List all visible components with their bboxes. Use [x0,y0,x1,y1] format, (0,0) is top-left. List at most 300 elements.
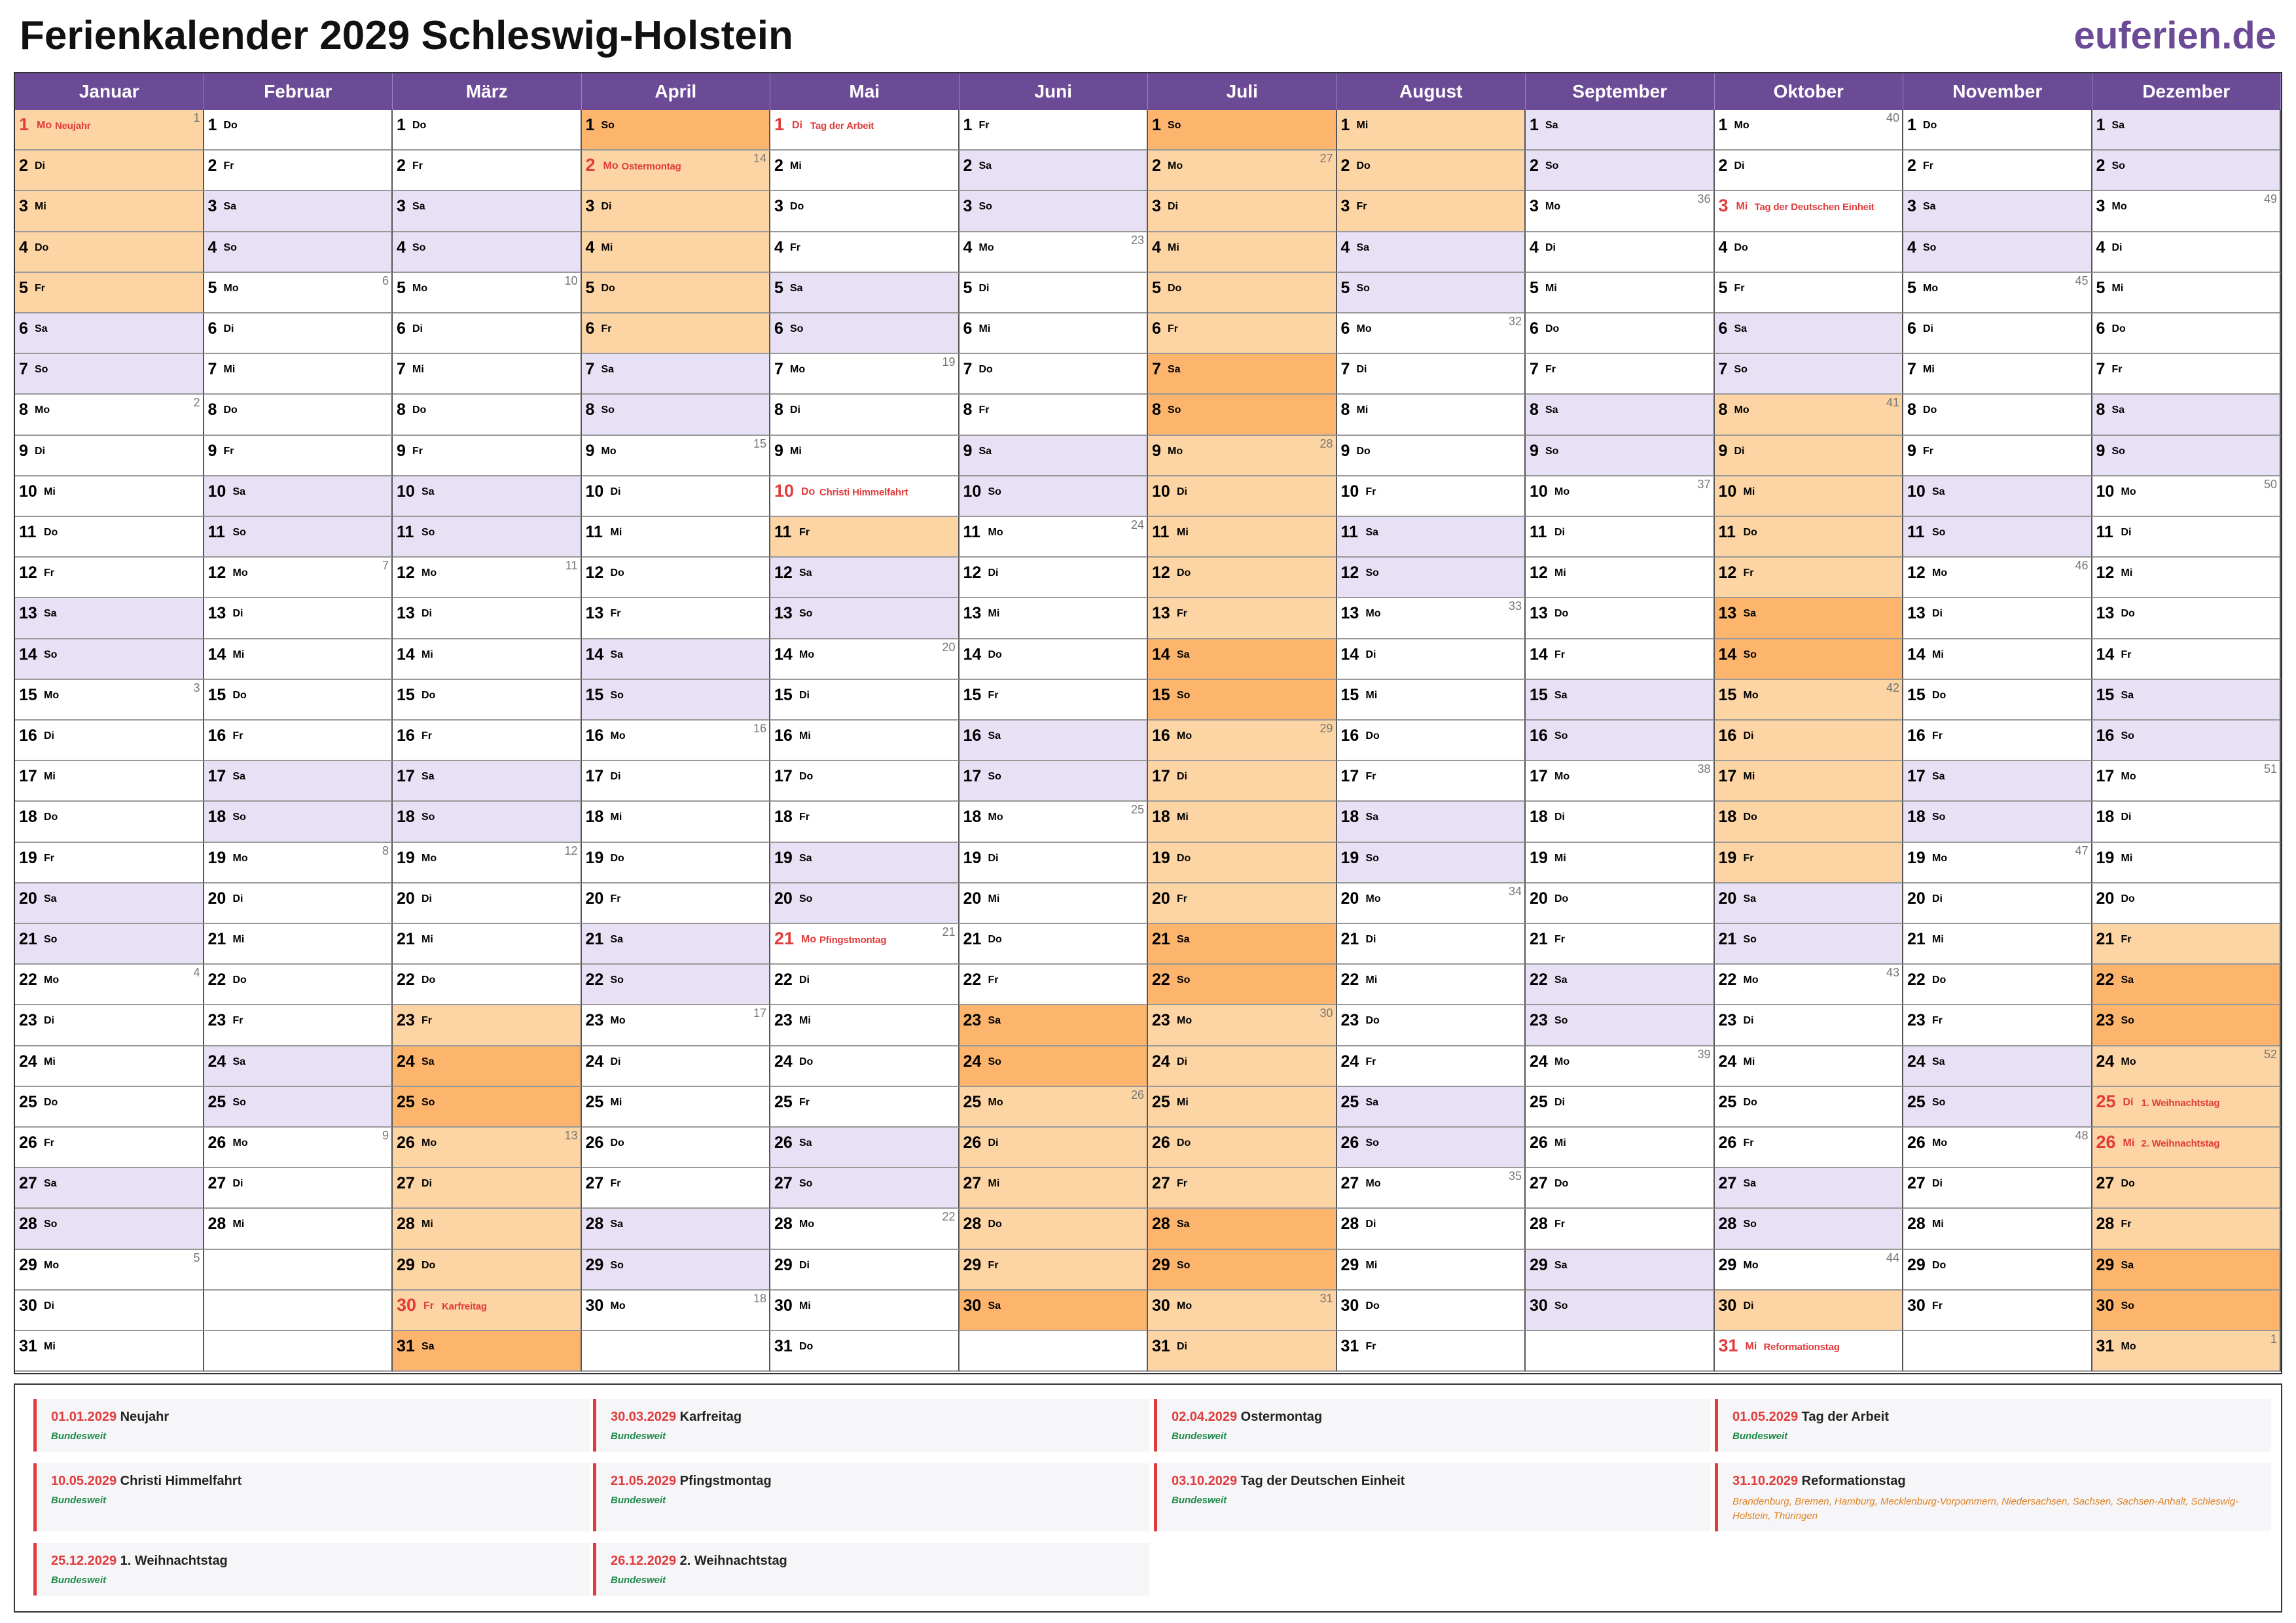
day-cell [1148,639,1337,680]
legend-region: Bundesweit [51,1431,107,1442]
weekday-label: Do [412,404,427,416]
weekday-label: So [2121,1300,2134,1311]
day-cell [1903,313,2092,354]
day-number: 31 [2096,1337,2115,1355]
weekday-label: Fr [223,445,234,457]
day-number: 23 [1907,1011,1926,1030]
day-cell [2092,721,2282,761]
day-cell [1148,843,1337,883]
weekday-label: Do [1168,282,1182,294]
weekday-label: Fr [412,445,423,457]
day-number: 3 [774,197,783,216]
day-number: 15 [1530,685,1548,704]
day-number: 5 [1152,278,1161,297]
weekday-label: Mi [1743,771,1755,783]
day-number: 19 [19,848,37,867]
day-cell [1337,924,1526,965]
day-cell [1715,639,1904,680]
weekday-label: Mi [2111,282,2124,294]
day-cell [1148,924,1337,965]
weekday-label: Sa [1734,323,1748,334]
day-number: 26 [1530,1133,1548,1152]
day-cell [582,721,771,761]
day-number: 16 [207,726,226,745]
day-number: 7 [585,360,595,379]
day-number: 13 [1718,604,1737,623]
day-number: 20 [1530,889,1548,908]
day-cell [960,151,1149,191]
day-number: 18 [1530,808,1548,827]
weekday-label: Sa [1356,241,1370,253]
day-number: 26 [19,1133,37,1152]
day-number: 16 [1530,726,1548,745]
day-cell [393,965,582,1005]
day-cell [1526,110,1715,151]
weekday-label: So [610,689,624,701]
weekday-label: Fr [35,282,45,294]
weekday-label: Mo [412,282,428,294]
calendar-week-number: 25 [1130,803,1144,817]
day-cell [15,598,204,639]
legend-holiday-name: Karfreitag [676,1410,742,1424]
weekday-label: Sa [2121,689,2134,701]
calendar-week-number: 41 [1886,396,1899,410]
weekday-label: Mo [44,689,60,701]
weekday-label: Mi [44,771,56,783]
weekday-label: Do [1554,893,1569,904]
day-cell [770,965,960,1005]
day-cell [393,273,582,313]
weekday-label: Di [799,974,810,986]
weekday-label: Di [978,282,990,294]
day-cell [1903,273,2092,313]
day-cell [1526,476,1715,517]
day-cell [1903,1087,2092,1128]
day-number: 28 [963,1215,982,1234]
day-cell [1148,721,1337,761]
day-number: 14 [2096,645,2115,664]
weekday-label: Fr [799,527,810,538]
day-number: 17 [585,767,604,786]
day-cell [15,721,204,761]
day-cell [582,1209,771,1249]
weekday-label: Sa [1932,1056,1945,1067]
month-header-9: September [1526,73,1715,110]
day-cell [582,151,771,191]
day-cell [1526,1046,1715,1087]
holiday-name: 2. Weihnachtstag [2141,1138,2220,1149]
day-number: 12 [963,563,982,582]
day-cell [960,395,1149,435]
day-cell [15,1168,204,1209]
day-number: 4 [1718,238,1728,257]
legend-date-value: 01.01.2029 [51,1410,117,1424]
day-number: 2 [585,155,596,175]
weekday-label: Mi [799,730,811,741]
day-number: 18 [1152,808,1170,827]
weekday-label: Di [1932,608,1943,620]
day-number: 8 [585,401,595,419]
day-cell [15,476,204,517]
weekday-label: Mo [799,649,815,660]
day-number: 25 [585,1092,604,1111]
legend-date-value: 10.05.2029 [51,1474,117,1488]
weekday-label: So [1743,934,1757,945]
day-cell [1526,1250,1715,1291]
weekday-label: Di [1923,323,1933,334]
weekday-label: Mi [1932,934,1944,945]
weekday-label: Di [422,608,432,620]
day-cell [393,1046,582,1087]
day-cell [1337,1250,1526,1291]
weekday-label: Mi [1554,852,1566,864]
day-cell [1337,395,1526,435]
day-cell [1148,354,1337,395]
day-cell [1715,1005,1904,1046]
weekday-label: Sa [1365,1096,1379,1108]
day-cell [1337,1128,1526,1168]
day-number: 9 [397,441,406,460]
day-number: 14 [1530,645,1548,664]
day-cell [770,354,960,395]
day-cell [1526,598,1715,639]
day-cell [960,721,1149,761]
day-cell [1903,232,2092,273]
day-cell [204,517,393,558]
weekday-label: Do [232,689,247,701]
day-number: 29 [1152,1255,1170,1274]
day-cell [1526,721,1715,761]
day-cell [770,1250,960,1291]
day-number: 9 [1340,441,1350,460]
weekday-label: Do [1554,1178,1569,1190]
weekday-label: Mi [1932,649,1944,660]
day-cell [204,680,393,721]
day-cell [393,1005,582,1046]
day-number: 20 [397,889,415,908]
day-number: 5 [1718,278,1728,297]
day-number: 18 [2096,808,2115,827]
day-number: 15 [1718,685,1737,704]
day-cell [1148,965,1337,1005]
legend-holiday-name: Christi Himmelfahrt [117,1474,242,1488]
holiday-legend [14,1383,2282,1613]
day-number: 20 [774,889,793,908]
day-cell [1903,1128,2092,1168]
day-cell [1715,802,1904,842]
day-cell [960,1005,1149,1046]
day-number: 21 [585,930,604,948]
weekday-label: Di [1356,364,1367,376]
day-cell [393,191,582,232]
weekday-label: Mo [1168,445,1183,457]
weekday-label: Sa [1743,608,1757,620]
legend-item [593,1463,1149,1531]
day-number: 19 [1340,848,1359,867]
day-cell [1526,558,1715,598]
day-cell [1526,843,1715,883]
holiday-name: Karfreitag [442,1300,487,1312]
day-cell [15,965,204,1005]
weekday-label: Sa [1177,1219,1190,1230]
day-cell [770,1291,960,1331]
weekday-label: Mi [223,364,236,376]
weekday-label: Do [610,1137,624,1149]
day-cell [1903,1250,2092,1291]
weekday-label: Mi [1356,120,1369,131]
day-number: 14 [397,645,415,664]
weekday-label: Di [799,1259,810,1271]
day-cell [1526,802,1715,842]
weekday-label: So [2121,1015,2134,1027]
weekday-label: Sa [44,1178,57,1190]
weekday-label: Sa [790,282,803,294]
day-number: 30 [1340,1296,1359,1315]
day-number: 24 [1340,1052,1359,1071]
day-cell [1337,110,1526,151]
weekday-label: Mo [2121,771,2136,783]
day-number: 14 [1340,645,1359,664]
day-cell [1148,598,1337,639]
day-number: 5 [2096,278,2106,297]
day-cell [960,191,1149,232]
day-number: 12 [1530,563,1548,582]
weekday-label: Fr [1932,1300,1943,1311]
day-cell [393,232,582,273]
day-number: 19 [1152,848,1170,867]
day-cell [15,1291,204,1331]
day-number: 28 [397,1215,415,1234]
day-number: 19 [397,848,415,867]
empty-cell [204,1331,393,1372]
day-number: 12 [207,563,226,582]
day-cell [2092,883,2282,924]
weekday-label: Fr [1923,160,1933,172]
weekday-label: Mo [2121,1341,2136,1352]
weekday-label: Fr [978,404,990,416]
day-number: 6 [963,319,973,338]
weekday-label: Di [44,1015,54,1027]
day-number: 22 [1152,971,1170,990]
day-number: 1 [1907,116,1916,134]
weekday-label: Di [1177,1341,1187,1352]
day-number: 26 [1340,1133,1359,1152]
day-number: 7 [1340,360,1350,379]
weekday-label: Mo [44,1259,60,1271]
day-cell [15,191,204,232]
day-cell [1715,517,1904,558]
weekday-label: Di [1177,1056,1187,1067]
day-number: 24 [774,1052,793,1071]
weekday-label: Di [2123,1096,2134,1108]
weekday-label: So [2111,160,2125,172]
day-number: 9 [1152,441,1161,460]
day-number: 26 [2096,1132,2116,1152]
day-number: 3 [585,197,595,216]
day-cell [393,313,582,354]
day-number: 5 [1530,278,1539,297]
day-number: 28 [19,1215,37,1234]
weekday-label: Fr [1365,771,1376,783]
weekday-label: Di [1365,649,1376,660]
day-number: 25 [1530,1092,1548,1111]
weekday-label: Do [790,201,804,213]
day-number: 8 [774,401,783,419]
empty-cell [204,1250,393,1291]
day-number: 26 [585,1133,604,1152]
legend-date [1732,1410,1889,1425]
day-cell [1526,395,1715,435]
day-number: 21 [1152,930,1170,948]
day-number: 6 [397,319,406,338]
legend-date [51,1554,228,1569]
day-number: 3 [963,197,973,216]
day-number: 3 [1340,197,1350,216]
day-number: 7 [1530,360,1539,379]
weekday-label: Mo [603,160,619,172]
day-cell [15,517,204,558]
site-logo[interactable]: euferien.de [2073,14,2276,57]
day-number: 3 [19,197,28,216]
weekday-label: Mi [988,1178,1000,1190]
weekday-label: Sa [2111,120,2125,131]
day-cell [1148,151,1337,191]
day-cell [15,761,204,802]
holiday-name: Neujahr [55,120,91,132]
day-cell [15,1250,204,1291]
day-number: 21 [1530,930,1548,948]
calendar-week-number: 9 [382,1129,389,1142]
weekday-label: Fr [1365,486,1376,497]
day-cell [2092,354,2282,395]
calendar-week-number: 1 [2270,1332,2277,1346]
day-cell [1337,1087,1526,1128]
day-number: 29 [19,1255,37,1274]
day-number: 19 [1530,848,1548,867]
day-cell [960,598,1149,639]
weekday-label: Mi [988,893,1000,904]
calendar-week-number: 52 [2263,1047,2277,1061]
day-cell [770,436,960,476]
weekday-label: Sa [1177,649,1190,660]
day-number: 11 [1907,523,1925,541]
day-number: 7 [397,360,406,379]
day-cell [1715,1250,1904,1291]
day-cell [770,1209,960,1249]
day-number: 26 [1907,1133,1926,1152]
day-number: 27 [774,1174,793,1193]
day-cell [1715,680,1904,721]
day-number: 2 [1340,156,1350,175]
day-number: 25 [397,1092,415,1111]
day-cell [1337,232,1526,273]
weekday-label: Do [601,282,615,294]
day-number: 13 [1907,604,1926,623]
weekday-label: Fr [1932,1015,1943,1027]
day-cell [204,1005,393,1046]
day-number: 21 [397,930,415,948]
day-cell [204,273,393,313]
month-header-6: Juni [960,73,1149,110]
day-cell [204,1128,393,1168]
calendar-week-number: 28 [1319,437,1333,450]
day-cell [2092,1331,2282,1372]
day-number: 27 [585,1174,604,1193]
day-cell [582,110,771,151]
day-number: 17 [1152,767,1170,786]
day-number: 22 [2096,971,2115,990]
day-number: 16 [1718,726,1737,745]
day-cell [1903,721,2092,761]
day-number: 10 [1530,482,1548,501]
day-number: 24 [397,1052,415,1071]
day-number: 5 [1340,278,1350,297]
day-number: 15 [19,685,37,704]
weekday-label: Do [44,1096,58,1108]
day-number: 19 [1907,848,1926,867]
calendar-week-number: 31 [1319,1291,1333,1305]
day-number: 6 [207,319,217,338]
day-cell [960,436,1149,476]
day-cell [2092,639,2282,680]
weekday-label: Fr [1177,893,1187,904]
day-cell [960,110,1149,151]
day-number: 26 [1718,1133,1737,1152]
weekday-label: Mo [1554,771,1570,783]
day-cell [1715,436,1904,476]
weekday-label: Di [988,1137,999,1149]
weekday-label: So [1554,1300,1568,1311]
weekday-label: Fr [1554,934,1565,945]
weekday-label: So [1365,567,1379,579]
day-number: 4 [1907,238,1916,257]
day-number: 25 [1718,1092,1737,1111]
legend-holiday-name: Pfingstmontag [676,1474,772,1488]
weekday-label: Fr [44,1137,54,1149]
day-cell [582,1291,771,1331]
weekday-label: Mi [988,608,1000,620]
day-cell [1715,558,1904,598]
weekday-label: Fr [1932,730,1943,741]
weekday-label: So [1168,120,1181,131]
day-number: 27 [1907,1174,1926,1193]
day-cell [15,110,204,151]
weekday-label: Fr [422,1015,432,1027]
weekday-label: Do [1743,527,1757,538]
weekday-label: Do [232,974,247,986]
day-cell [1903,558,2092,598]
day-cell [1337,1291,1526,1331]
day-number: 6 [1340,319,1350,338]
weekday-label: Mi [422,1219,433,1230]
day-cell [1148,1005,1337,1046]
day-number: 1 [774,115,785,134]
day-cell [1903,843,2092,883]
weekday-label: Mo [2111,201,2127,213]
day-cell [204,924,393,965]
legend-region: Bundesweit [611,1431,666,1442]
day-number: 27 [1152,1174,1170,1193]
weekday-label: Mo [1554,486,1570,497]
weekday-label: So [232,527,246,538]
weekday-label: Fr [1365,1056,1376,1067]
day-number: 18 [19,808,37,827]
weekday-label: Fr [799,1096,810,1108]
day-cell [582,802,771,842]
day-cell [15,639,204,680]
day-cell [1903,1168,2092,1209]
day-number: 23 [19,1011,37,1030]
